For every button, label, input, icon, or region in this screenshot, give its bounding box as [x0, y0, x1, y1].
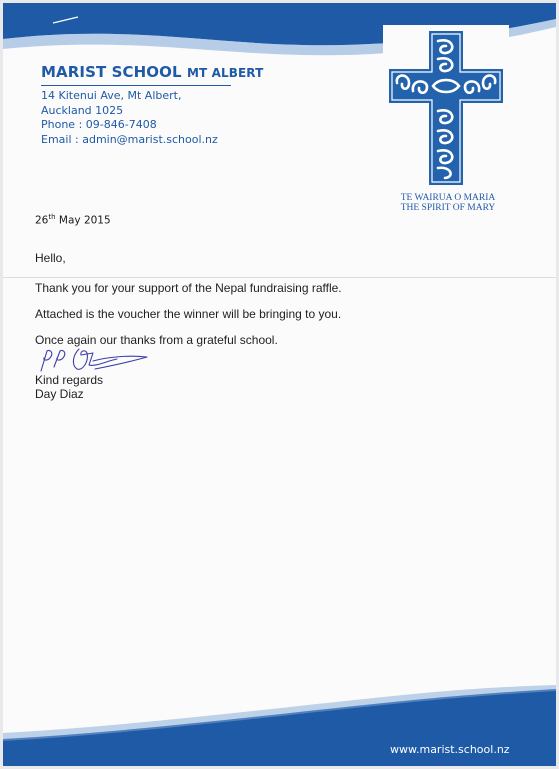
school-motto: [386, 193, 510, 213]
school-name-underline: [41, 85, 231, 86]
paragraph-thanks: Thank you for your support of the Nepal fundraising raffle.: [35, 281, 342, 295]
phone-line: Phone : 09-846-7408: [41, 118, 157, 131]
cross-crest-logo: [383, 25, 509, 191]
date-month-year: May 2015: [55, 214, 111, 227]
address-line-2: Auckland 1025: [41, 103, 124, 117]
date-suffix: th: [48, 213, 56, 221]
school-address-block: [41, 89, 218, 147]
letter-page: [3, 3, 556, 766]
paragraph-voucher: Attached is the voucher the winner will be bringing to you.: [35, 307, 342, 321]
date-day: 26: [35, 214, 49, 227]
motto-line-1: TE WAIRUA O MARIA: [400, 193, 496, 203]
email-line: Email : admin@marist.school.nz: [41, 132, 218, 146]
motto-line-2: THE SPIRIT OF MARY: [400, 203, 496, 213]
address-line-1: 14 Kitenui Ave, Mt Albert,: [41, 89, 182, 102]
footer-website-url: www.marist.school.nz: [390, 743, 510, 756]
letter-date: [35, 213, 111, 227]
closing-kind-regards: Kind regards: [35, 373, 104, 387]
greeting: Hello,: [35, 251, 66, 265]
signatory-name: Day Diaz: [35, 387, 84, 401]
school-name: MARIST SCHOOL MT ALBERT: [41, 63, 264, 81]
paper-fold-line: [3, 277, 556, 278]
paragraph-closing-thanks: Once again our thanks from a grateful school.: [35, 333, 278, 347]
school-suffix: MT ALBERT: [186, 66, 264, 80]
